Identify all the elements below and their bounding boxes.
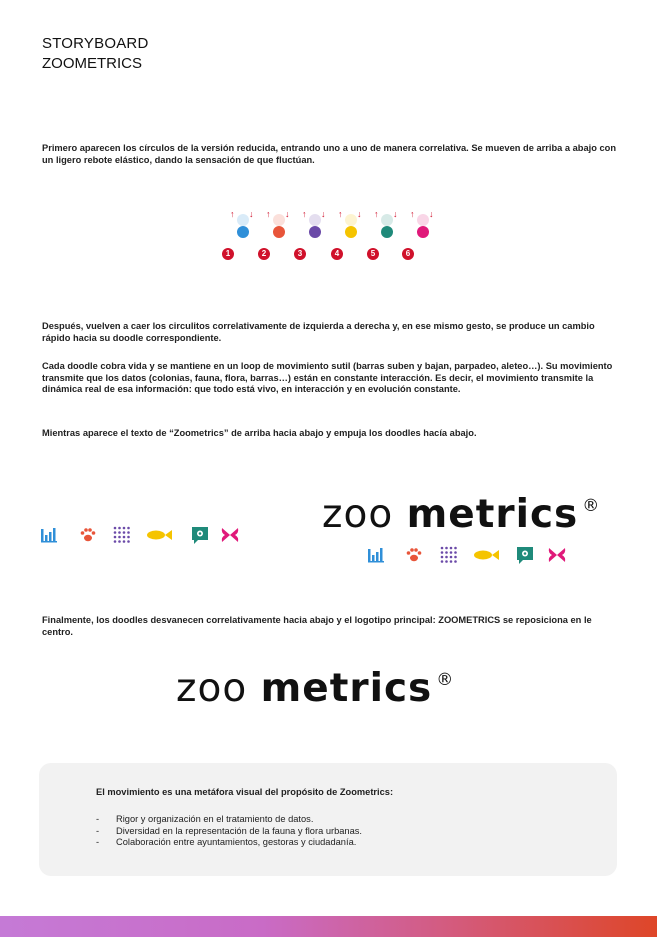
fish-icon — [146, 525, 174, 545]
paragraph-intro: Primero aparecen los círculos de la versión reducida, entrando uno a uno de manera correlativa. Se mueven de arriba a abajo con un ligero rebote elástico, dando la sensación de que fluctúan. — [42, 143, 617, 165]
logo-with-doodles — [322, 492, 600, 537]
step-number-1: 1 — [222, 248, 234, 260]
arrow-down-icon: ↓ — [357, 209, 362, 219]
circle-2 — [273, 226, 285, 238]
logo-metrics: metrics — [260, 666, 433, 711]
flower-chat-icon — [190, 525, 210, 545]
arrow-down-icon: ↓ — [429, 209, 434, 219]
circle-6 — [417, 226, 429, 238]
step-number-4: 4 — [331, 248, 343, 260]
arrow-up-icon: ↑ — [230, 209, 235, 219]
summary-title: El movimiento es una metáfora visual del propósito de Zoometrics: — [96, 787, 394, 797]
circle-5 — [381, 226, 393, 238]
bar-chart-icon — [367, 545, 387, 565]
paragraph-final: Finalmente, los doodles desvanecen correlativamente hacia abajo y el logotipo principal: ZOOMETRICS se reposiciona en le centro. — [42, 615, 592, 637]
step-number-5: 5 — [367, 248, 379, 260]
arrow-up-icon: ↑ — [302, 209, 307, 219]
butterfly-icon — [220, 525, 240, 545]
circle-3 — [309, 226, 321, 238]
circle-ghost — [237, 214, 249, 226]
arrow-up-icon: ↑ — [410, 209, 415, 219]
flower-chat-icon — [515, 545, 535, 565]
logo-main — [176, 666, 454, 711]
circle-ghost — [417, 214, 429, 226]
arrow-down-icon: ↓ — [321, 209, 326, 219]
list-item: - Diversidad en la representación de la fauna y flora urbanas. — [96, 826, 362, 838]
paragraph-doodles: Cada doodle cobra vida y se mantiene en un loop de movimiento sutil (barras suben y bajan, parpadeo, aleteo…). Su movimiento transmite que los datos (colonias, fauna, flora, barras…) están en constante interacción. Es decir, el movimiento transmite la dinámica real de esa información: que todo está vivo, en interacción y en evolución constante. — [42, 361, 613, 394]
summary-list — [96, 814, 362, 849]
arrow-up-icon: ↑ — [338, 209, 343, 219]
arrow-down-icon: ↓ — [285, 209, 290, 219]
arrow-down-icon: ↓ — [393, 209, 398, 219]
arrow-up-icon: ↑ — [266, 209, 271, 219]
step-number-3: 3 — [294, 248, 306, 260]
circle-ghost — [273, 214, 285, 226]
circle-ghost — [381, 214, 393, 226]
arrow-down-icon: ↓ — [249, 209, 254, 219]
paragraph-text-entry: Mientras aparece el texto de “Zoometrics” de arriba hacia abajo y empuja los doodles hacía abajo. — [42, 428, 477, 438]
fish-icon — [473, 545, 501, 565]
doodle-row-logo — [367, 545, 577, 565]
circle-4 — [345, 226, 357, 238]
bottom-gradient-bar — [0, 916, 657, 937]
logo-metrics: metrics — [406, 492, 579, 537]
paragraph-fall: Después, vuelven a caer los circulitos correlativamente de izquierda a derecha y, en ese mismo gesto, se produce un cambio rápido hacia su doodle correspondiente. — [42, 321, 595, 343]
paw-icon — [404, 545, 424, 565]
circle-1 — [237, 226, 249, 238]
circle-sequence — [222, 205, 442, 265]
step-number-2: 2 — [258, 248, 270, 260]
list-item: - Rigor y organización en el tratamiento de datos. — [96, 814, 362, 826]
paw-icon — [78, 525, 98, 545]
arrow-up-icon: ↑ — [374, 209, 379, 219]
list-item: - Colaboración entre ayuntamientos, gestoras y ciudadanía. — [96, 837, 362, 849]
circle-ghost — [345, 214, 357, 226]
dot-grid-icon — [112, 525, 132, 545]
bar-chart-icon — [40, 525, 60, 545]
registered-mark: ® — [436, 670, 455, 690]
document-title: STORYBOARD — [42, 35, 149, 52]
registered-mark: ® — [582, 496, 601, 516]
doodle-row-left — [40, 525, 250, 545]
circle-ghost — [309, 214, 321, 226]
dot-grid-icon — [439, 545, 459, 565]
logo-zoo: zoo — [176, 666, 248, 711]
butterfly-icon — [547, 545, 567, 565]
logo-zoo: zoo — [322, 492, 394, 537]
step-number-6: 6 — [402, 248, 414, 260]
document-subtitle: ZOOMETRICS — [42, 55, 142, 72]
